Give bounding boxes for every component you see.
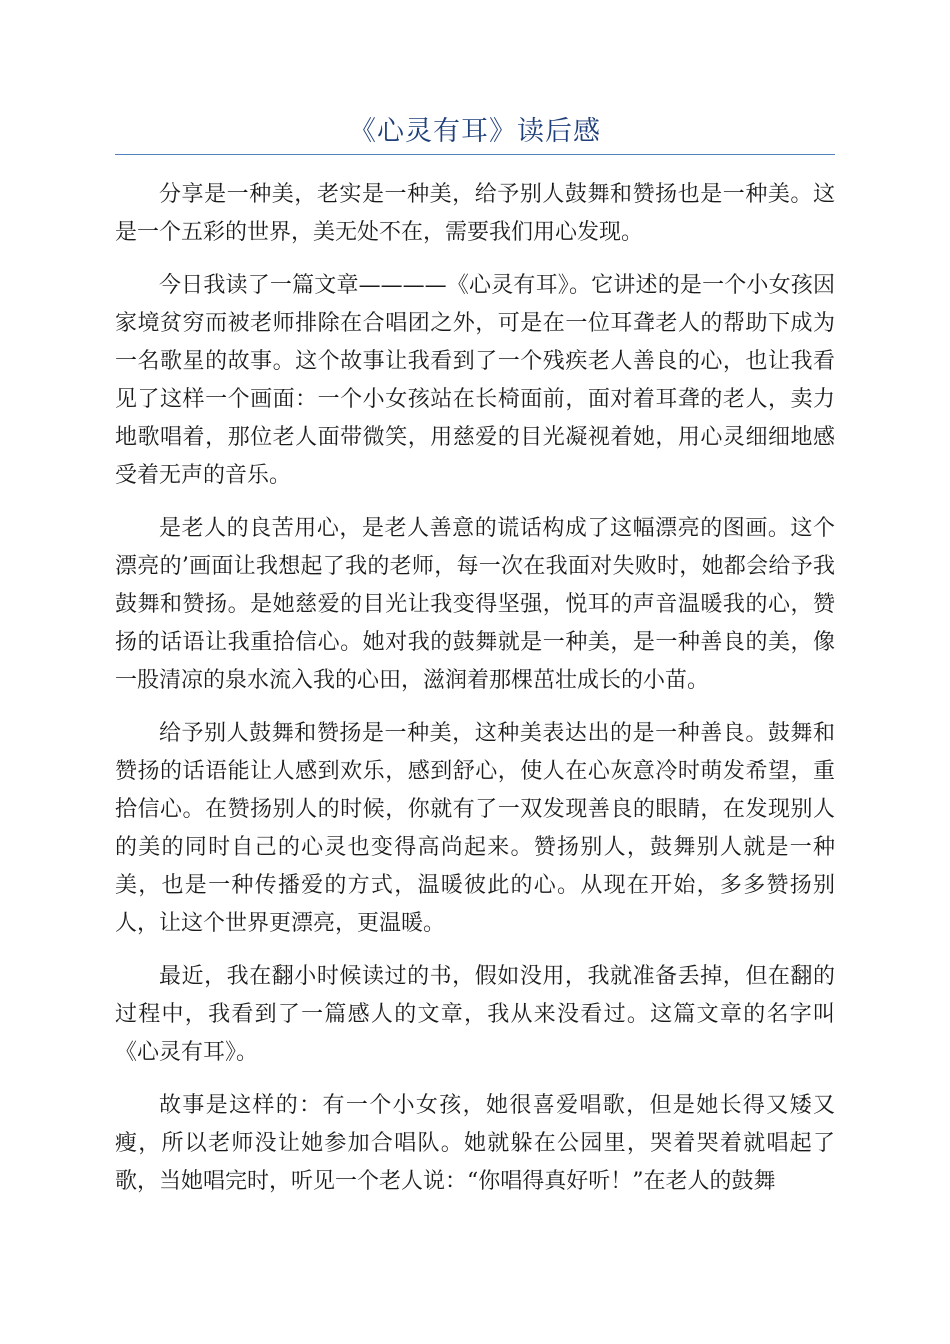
document-body (115, 176, 835, 1216)
paragraph-5: 最近，我在翻小时候读过的书，假如没用，我就准备丢掉，但在翻的过程中，我看到了一篇感人的文章，我从来没看过。这篇文章的名字叫《心灵有耳》。 (115, 964, 835, 1065)
document-title: 《心灵有耳》读后感 (349, 116, 601, 147)
paragraph-1: 分享是一种美，老实是一种美，给予别人鼓舞和赞扬也是一种美。这是一个五彩的世界，美无处不在，需要我们用心发现。 (115, 182, 835, 245)
paragraph-6: 故事是这样的：有一个小女孩，她很喜爱唱歌，但是她长得又矮又瘦，所以老师没让她参加合唱队。她就躲在公园里，哭着哭着就唱起了歌，当她唱完时，听见一个老人说：“你唱得真好听！”在老人的鼓舞 (115, 1093, 835, 1194)
title-underline (115, 154, 835, 155)
paragraph-4: 给予别人鼓舞和赞扬是一种美，这种美表达出的是一种善良。鼓舞和赞扬的话语能让人感到欢乐，感到舒心，使人在心灰意冷时萌发希望，重拾信心。在赞扬别人的时候，你就有了一双发现善良的眼睛，在发现别人的美的同时自己的心灵也变得高尚起来。赞扬别人，鼓舞别人就是一种美，也是一种传播爱的方式，温暖彼此的心。从现在开始，多多赞扬别人，让这个世界更漂亮，更温暖。 (115, 721, 835, 936)
paragraph-3: 是老人的良苦用心，是老人善意的谎话构成了这幅漂亮的图画。这个漂亮的’画面让我想起了我的老师，每一次在我面对失败时，她都会给予我鼓舞和赞扬。是她慈爱的目光让我变得坚强，悦耳的声音温暖我的心，赞扬的话语让我重拾信心。她对我的鼓舞就是一种美，是一种善良的美，像一股清凉的泉水流入我的心田，滋润着那棵茁壮成长的小苗。 (115, 516, 835, 693)
paragraph-2: 今日我读了一篇文章————《心灵有耳》。它讲述的是一个小女孩因家境贫穷而被老师排除在合唱团之外，可是在一位耳聋老人的帮助下成为一名歌星的故事。这个故事让我看到了一个残疾老人善良的心，也让我看见了这样一个画面：一个小女孩站在长椅面前，面对着耳聋的老人，卖力地歌唱着，那位老人面带微笑，用慈爱的目光凝视着她，用心灵细细地感受着无声的音乐。 (115, 273, 835, 488)
